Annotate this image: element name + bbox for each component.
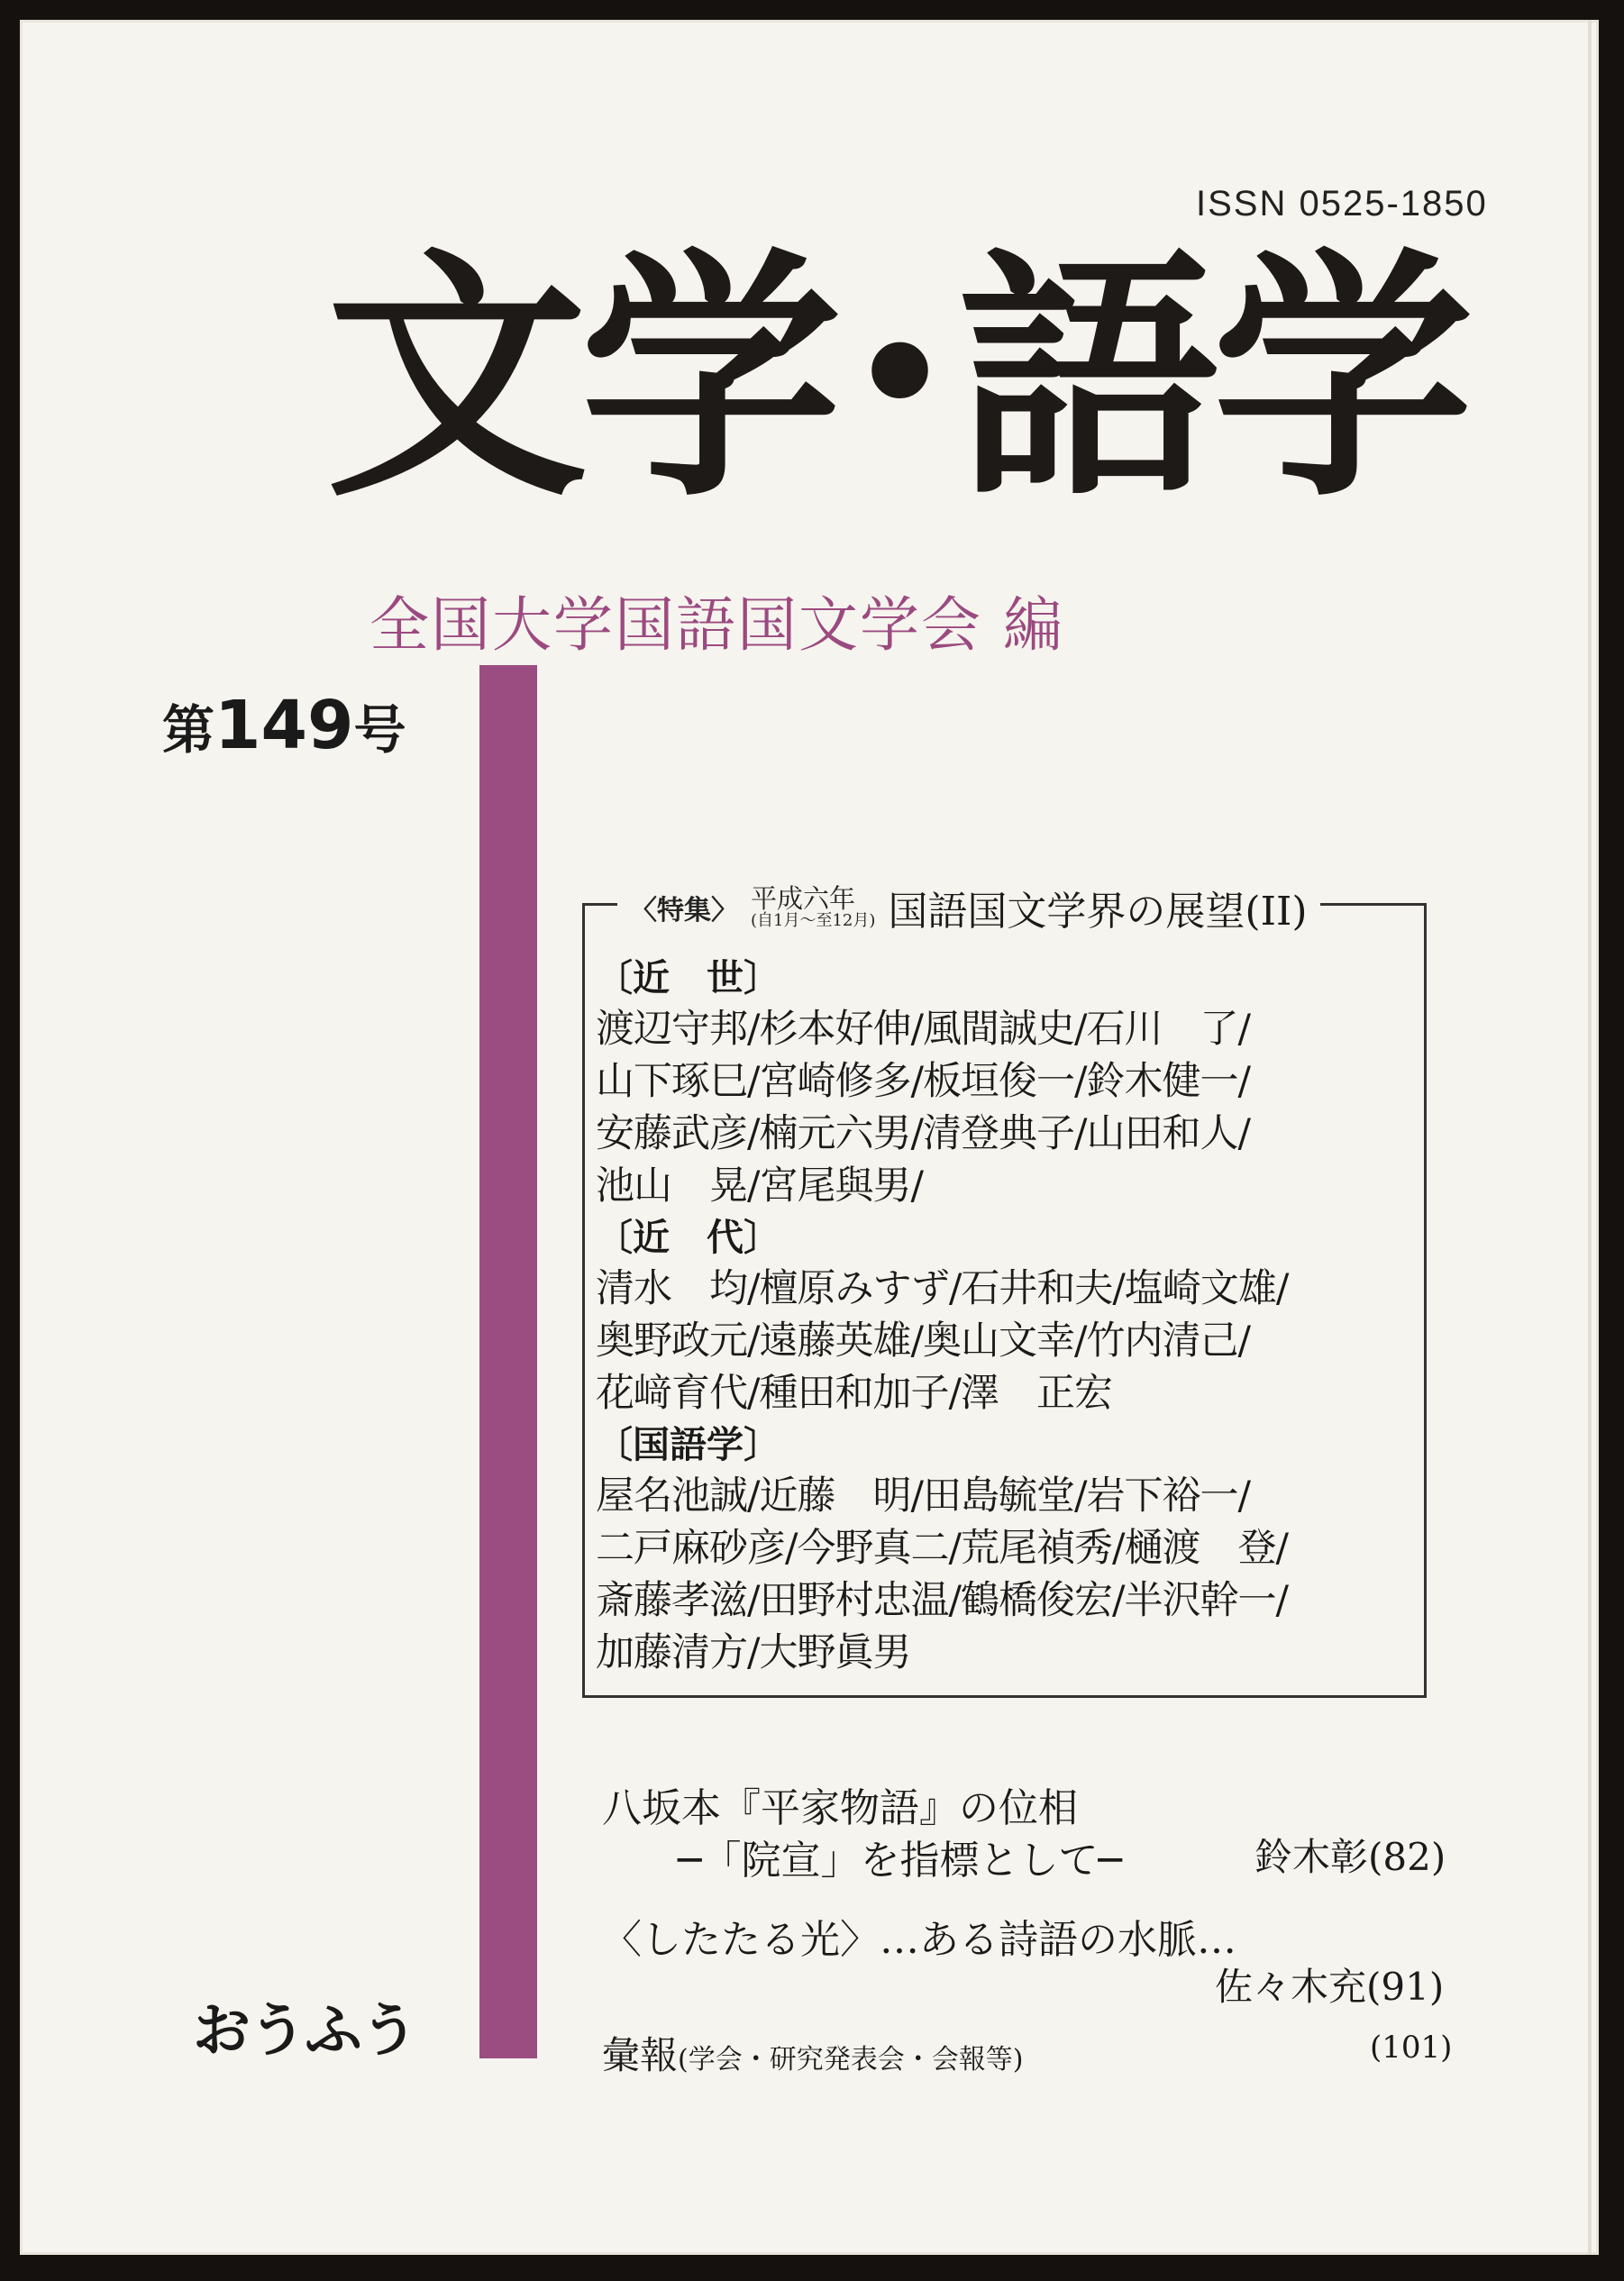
author-line: 清水 均/檀原みすず/石井和夫/塩崎文雄/ bbox=[596, 1266, 1289, 1311]
reports-title: 彙報 bbox=[602, 2033, 679, 2077]
section-kindai bbox=[596, 1212, 1415, 1419]
issue-number bbox=[162, 687, 406, 764]
author-line: 二戸麻砂彦/今野真二/荒尾禎秀/樋渡 登/ bbox=[596, 1526, 1288, 1571]
issue-num: 149 bbox=[214, 687, 354, 764]
journal-title: 文学･語学 bbox=[326, 228, 1466, 532]
author-line: 奥野政元/遠藤英雄/奥山文幸/竹内清己/ bbox=[596, 1318, 1250, 1364]
author-line: 安藤武彦/楠元六男/清登典子/山田和人/ bbox=[596, 1111, 1250, 1156]
accent-bar bbox=[479, 665, 537, 2058]
article-author: 佐々木充(91) bbox=[1215, 1965, 1445, 2009]
journal-cover bbox=[20, 20, 1599, 2255]
reports-note: (学会・研究発表会・会報等) bbox=[678, 2044, 1024, 2076]
issue-suffix: 号 bbox=[353, 699, 406, 761]
feature-sections bbox=[596, 953, 1415, 1679]
feature-title: 国語国文学界の展望(II) bbox=[888, 889, 1308, 935]
section-kinsei bbox=[596, 953, 1415, 1212]
article-author: 鈴木彰(82) bbox=[1254, 1835, 1446, 1879]
author-line: 渡辺守邦/杉本好伸/風間誠史/石川 了/ bbox=[596, 1007, 1250, 1052]
feature-period-range: (自1月～至12月) bbox=[751, 910, 876, 930]
editor-credit: 全国大学国語国文学会 編 bbox=[370, 590, 1064, 660]
feature-header bbox=[617, 879, 1320, 936]
article-title: 八坂本『平家物語』の位相 bbox=[602, 1785, 1078, 1831]
author-line: 山下琢巳/宮崎修多/板垣俊一/鈴木健一/ bbox=[596, 1059, 1250, 1104]
feature-period bbox=[751, 885, 875, 929]
feature-box bbox=[582, 883, 1427, 1698]
feature-label: 〈特集〉 bbox=[630, 895, 738, 926]
author-line: 花﨑育代/種田和加子/澤 正宏 bbox=[596, 1371, 1112, 1416]
section-heading: 〔近 代〕 bbox=[596, 1216, 780, 1259]
issn: ISSN 0525-1850 bbox=[1196, 184, 1488, 224]
author-line: 斎藤孝滋/田野村忠温/鶴橋俊宏/半沢幹一/ bbox=[596, 1578, 1288, 1623]
author-line: 加藤清方/大野眞男 bbox=[596, 1630, 911, 1675]
author-line: 屋名池誠/近藤 明/田島毓堂/岩下裕一/ bbox=[596, 1474, 1250, 1519]
reports-page: (101) bbox=[1370, 2030, 1453, 2066]
section-heading: 〔国語学〕 bbox=[596, 1423, 780, 1466]
cover-edge bbox=[1588, 20, 1592, 2255]
article-subtitle: ─「院宣」を指標として─ bbox=[678, 1838, 1122, 1884]
feature-period-year: 平成六年 bbox=[751, 883, 856, 915]
section-heading: 〔近 世〕 bbox=[596, 956, 780, 999]
article-title: 〈したたる光〉…ある詩語の水脈… bbox=[602, 1917, 1236, 1963]
author-line: 池山 晃/宮尾與男/ bbox=[596, 1163, 923, 1209]
issue-prefix: 第 bbox=[162, 699, 215, 761]
section-kokugogaku bbox=[596, 1419, 1415, 1679]
reports-entry bbox=[602, 2026, 1023, 2080]
publisher: おうふう bbox=[193, 1998, 416, 2065]
